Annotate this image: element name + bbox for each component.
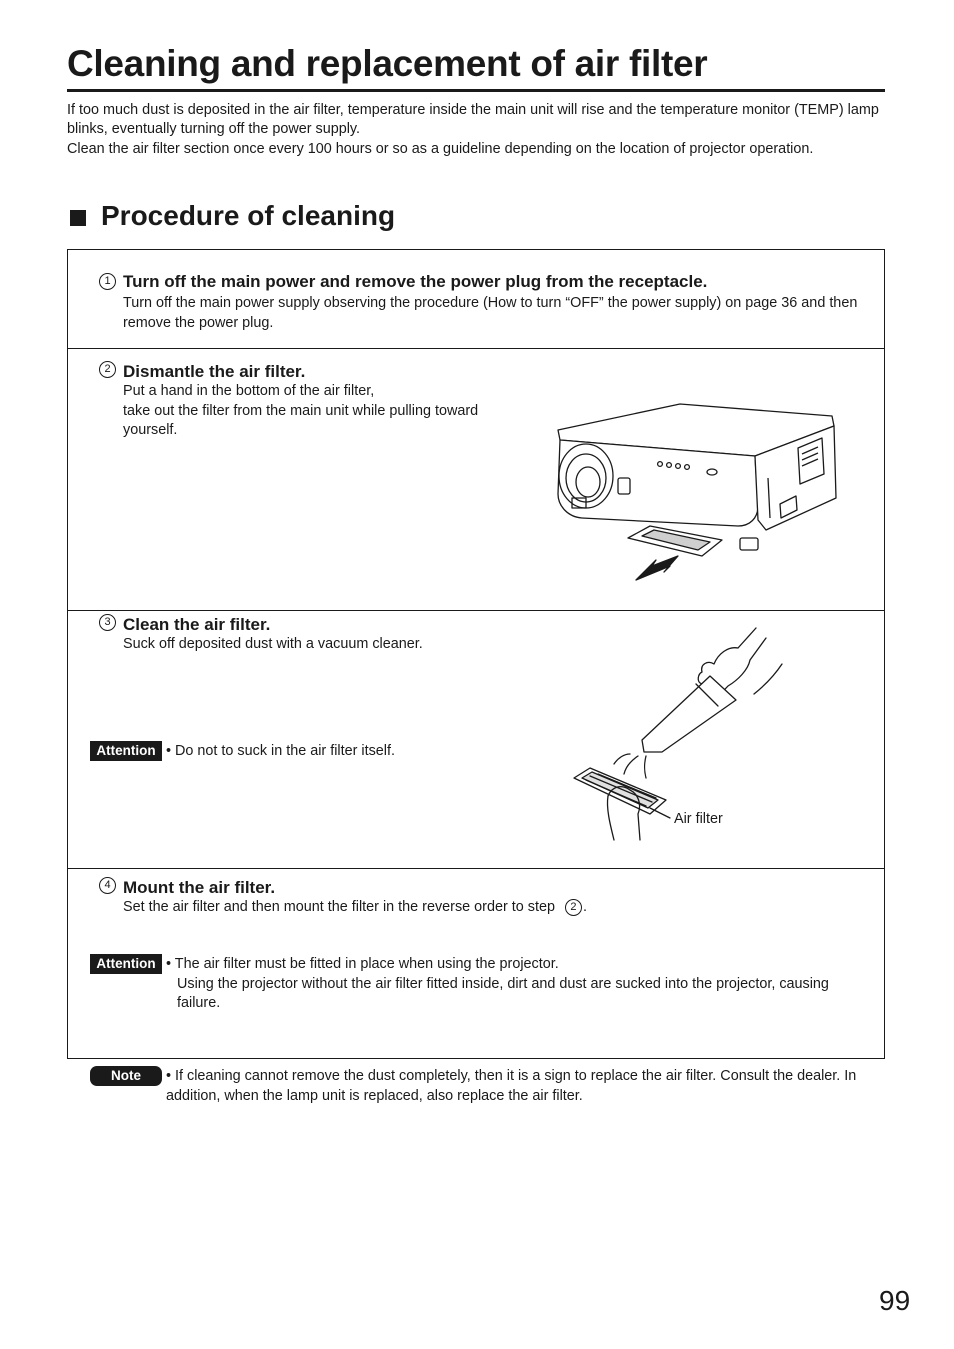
figure-caption: Air filter	[674, 811, 723, 827]
step-description-line: Suck off deposited dust with a vacuum cleaner.	[123, 636, 423, 652]
attention-text	[166, 955, 866, 1014]
intro-paragraph: If too much dust is deposited in the air filter, temperature inside the main unit will rise and the temperature monitor (TEMP) lamp blinks, eventually turning off the power supply.	[67, 102, 879, 138]
step-description-line: Set the air filter and then mount the filter in the reverse order to step	[123, 899, 555, 915]
step-reference: 2	[565, 899, 582, 916]
intro-text	[67, 101, 887, 159]
step-divider	[68, 868, 884, 869]
step-description	[123, 635, 543, 655]
page-title: Cleaning and replacement of air filter	[67, 43, 708, 84]
step-heading: Clean the air filter.	[123, 615, 271, 634]
note-line: • If cleaning cannot remove the dust completely, then it is a sign to replace the air filter. Consult the dealer. In addition, when the lamp unit is replaced, also replace the air filter.	[166, 1068, 857, 1104]
attention-line: • Do not to suck in the air filter itself.	[166, 743, 395, 759]
section-title: Procedure of cleaning	[101, 200, 396, 231]
step-heading: Mount the air filter.	[123, 878, 276, 897]
step-number: 1	[99, 273, 116, 290]
step-heading: Dismantle the air filter.	[123, 362, 306, 381]
attention-badge: Attention	[90, 954, 162, 974]
step-number: 3	[99, 614, 116, 631]
step-divider	[68, 610, 884, 611]
step-description-end: .	[582, 899, 587, 915]
attention-line: • The air filter must be fitted in place when using the projector.	[166, 956, 559, 972]
attention-text	[166, 742, 526, 762]
page-number: 99	[879, 1285, 911, 1316]
step-number: 2	[99, 361, 116, 378]
step-description-line: Turn off the main power supply observing the procedure (How to turn “OFF” the power supply) on page 36 and then remove the power plug.	[123, 295, 858, 331]
title-underline	[67, 89, 885, 92]
step-description-line: take out the filter from the main unit while pulling toward yourself.	[123, 402, 479, 438]
step-description	[123, 382, 533, 441]
projector-illustration	[550, 398, 850, 590]
step-heading: Turn off the main power and remove the power plug from the receptacle.	[123, 272, 708, 291]
attention-line: Using the projector without the air filter fitted inside, dirt and dust are sucked into the projector, causing failure.	[177, 975, 829, 1011]
step-description	[123, 898, 843, 918]
square-bullet-icon	[70, 210, 86, 226]
step-number: 4	[99, 877, 116, 894]
intro-paragraph: Clean the air filter section once every 100 hours or so as a guideline depending on the location of projector operation.	[67, 140, 814, 157]
attention-badge: Attention	[90, 741, 162, 761]
note-badge: Note	[90, 1066, 162, 1086]
step-divider	[68, 348, 884, 349]
step-description-line: Put a hand in the bottom of the air filter,	[123, 383, 375, 399]
note-text	[166, 1067, 878, 1106]
step-description	[123, 294, 879, 333]
